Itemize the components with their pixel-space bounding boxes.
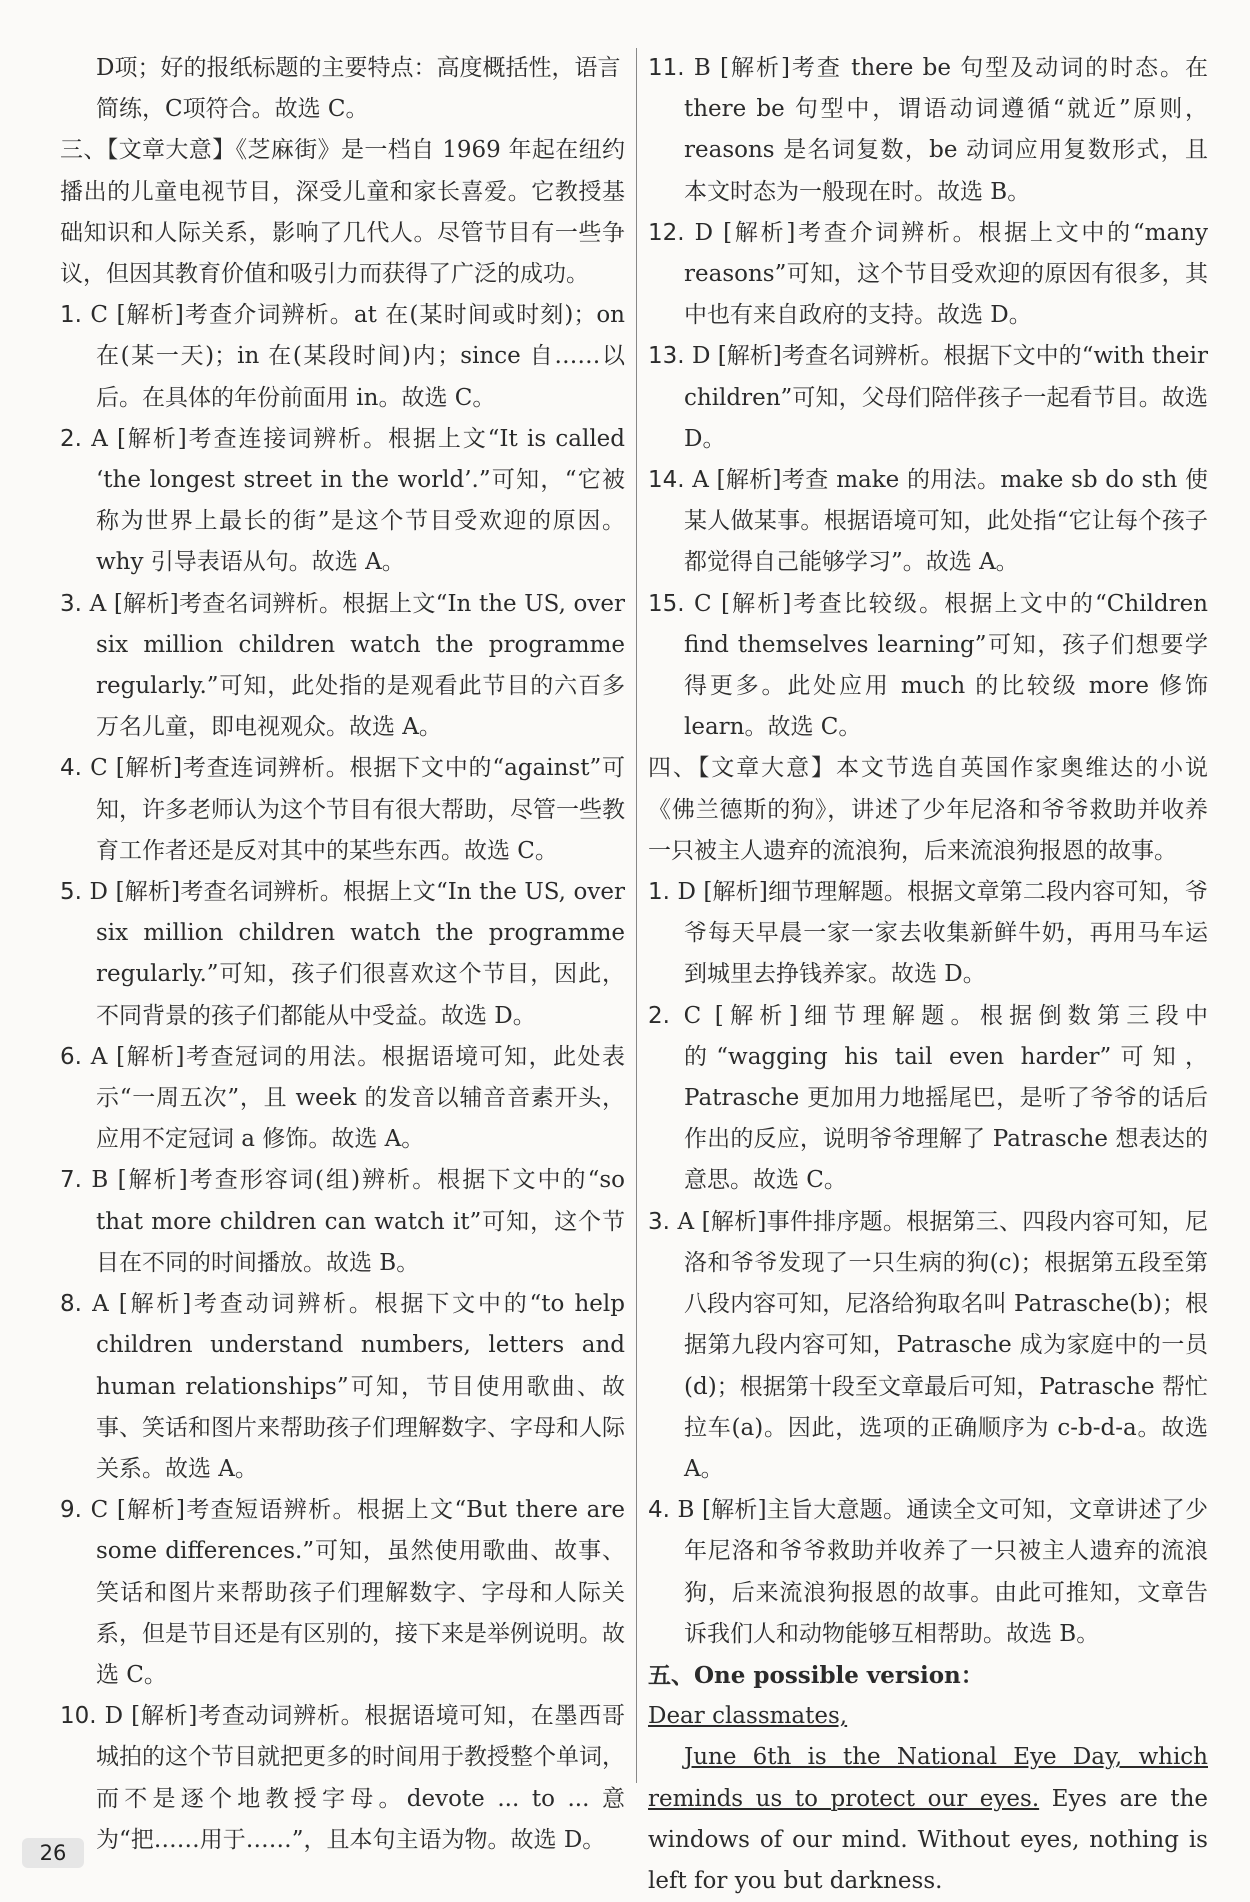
answer-item: 2. C [解析]细节理解题。根据倒数第三段中的“wagging his tail even harder”可知，Patrasche 更加用力地摇尾巴，是听了爷爷的话后作出的反应，说明爷爷理解了 Patrasche 想表达的意思。故选 C。 [648,1002,1208,1194]
answer-item: 4. B [解析]主旨大意题。通读全文可知，文章讲述了少年尼洛和爷爷救助并收养了一只被主人遗弃的流浪狗，后来流浪狗报恩的故事。由此可推知，文章告诉我们人和动物能够互相帮助。故选 B。 [648,1497,1208,1647]
answer-item: 3. A [解析]考查名词辨析。根据上文“In the US, over six million children watch the programme regularly.”可知，此处指的是观看此节目的六百多万名儿童，即电视观众。故选 A。 [60,590,626,741]
answer-item: 11. B [解析]考查 there be 句型及动词的时态。在 there be 句型中，谓语动词遵循“就近”原则，reasons 是名词复数，be 动词应用复数形式，且本文时态为一般现在时。故选 B。 [648,55,1209,205]
answer-item: 10. D [解析]考查动词辨析。根据语境可知，在墨西哥城拍的这个节目就把更多的时间用于教授整个单词，而不是逐个地教授字母。devote ... to ... 意为“把……用于……”，且本句主语为物。故选 D。 [60,1703,626,1853]
answer-item: 2. A [解析]考查连接词辨析。根据上文“It is called ‘the longest street in the world’.”可知，“它被称为世界上最长的街”是这个节目受欢迎的原因。why 引导表语从句。故选 A。 [60,425,626,576]
answer-item: 1. D [解析]细节理解题。根据文章第二段内容可知，爷爷每天早晨一家一家去收集新鲜牛奶，再用马车运到城里去挣钱养家。故选 D。 [648,879,1208,988]
right-column [648,48,1208,1902]
answer-item: 13. D [解析]考查名词辨析。根据下文中的“with their children”可知，父母们陪伴孩子一起看节目。故选 D。 [648,343,1208,452]
section-4-summary: 四、【文章大意】本文节选自英国作家奥维达的小说《佛兰德斯的狗》，讲述了少年尼洛和爷爷救助并收养一只被主人遗弃的流浪狗，后来流浪狗报恩的故事。 [648,755,1208,864]
answer-item: 14. A [解析]考查 make 的用法。make sb do sth 使某人做某事。根据语境可知，此处指“它让每个孩子都觉得自己能够学习”。故选 A。 [648,467,1208,576]
answer-item: 7. B [解析]考查形容词(组)辨析。根据下文中的“so that more children can watch it”可知，这个节目在不同的时间播放。故选 B。 [60,1167,626,1276]
continued-answer: D项；好的报纸标题的主要特点：高度概括性，语言 简练，C项符合。故选 C。 [96,55,621,123]
answer-item: 8. A [解析]考查动词辨析。根据下文中的“to help children understand numbers, letters and human relationships”可知，节目使用歌曲、故事、笑话和图片来帮助孩子们理解数字、字母和人际关系。故选 A。 [60,1291,626,1482]
left-column [60,48,625,1861]
essay-paragraph: June 6th is the National Eye Day, which reminds us to protect our eyes. Eyes are the windows of our mind. Without eyes, nothing is left for you but darkness. [648,1744,1208,1894]
answer-item: 1. C [解析]考查介词辨析。at 在(某时间或时刻)；on 在(某一天)；in 在(某段时间)内；since 自……以后。在具体的年份前面用 in。故选 C。 [60,302,625,411]
letter-greeting: Dear classmates, [648,1703,848,1730]
answer-item: 15. C [解析]考查比较级。根据上文中的“Children find themselves learning”可知，孩子们想要学得更多。此处应用 much 的比较级 more 修饰 learn。故选 C。 [648,590,1208,741]
answer-item: 3. A [解析]事件排序题。根据第三、四段内容可知，尼洛和爷爷发现了一只生病的狗(c)；根据第五段至第八段内容可知，尼洛给狗取名叫 Patrasche(b)；根据第九段内容可知，Patrasche 成为家庭中的一员(d)；根据第十段至文章最后可知，Patrasche 帮忙拉车(a)。因此，选项的正确顺序为 c-b-d-a。故选 A。 [648,1208,1208,1482]
section-5-heading: 五、One possible version： [648,1661,984,1689]
column-divider [636,48,637,1783]
answer-item: 4. C [解析]考查连词辨析。根据下文中的“against”可知，许多老师认为这个节目有很大帮助，尽管一些教育工作者还是反对其中的某些东西。故选 C。 [60,755,625,864]
page-number: 26 [22,1838,84,1868]
answer-item: 9. C [解析]考查短语辨析。根据上文“But there are some differences.”可知，虽然使用歌曲、故事、笑话和图片来帮助孩子们理解数字、字母和人际关系，但是节目还是有区别的，接下来是举例说明。故选 C。 [60,1497,625,1688]
answer-item: 5. D [解析]考查名词辨析。根据上文“In the US, over six million children watch the programme regularly.”可知，孩子们很喜欢这个节目，因此，不同背景的孩子们都能从中受益。故选 D。 [60,879,625,1029]
section-3-summary: 三、【文章大意】《芝麻街》是一档自 1969 年起在纽约播出的儿童电视节目，深受儿童和家长喜爱。它教授基础知识和人际关系，影响了几代人。尽管节目有一些争议，但因其教育价值和吸引力而获得了广泛的成功。 [60,137,625,288]
answer-item: 12. D [解析]考查介词辨析。根据上文中的“many reasons”可知，这个节目受欢迎的原因有很多，其中也有来自政府的支持。故选 D。 [648,219,1209,329]
answer-item: 6. A [解析]考查冠词的用法。根据语境可知，此处表示“一周五次”，且 week 的发音以辅音音素开头，应用不定冠词 a 修饰。故选 A。 [60,1043,626,1153]
